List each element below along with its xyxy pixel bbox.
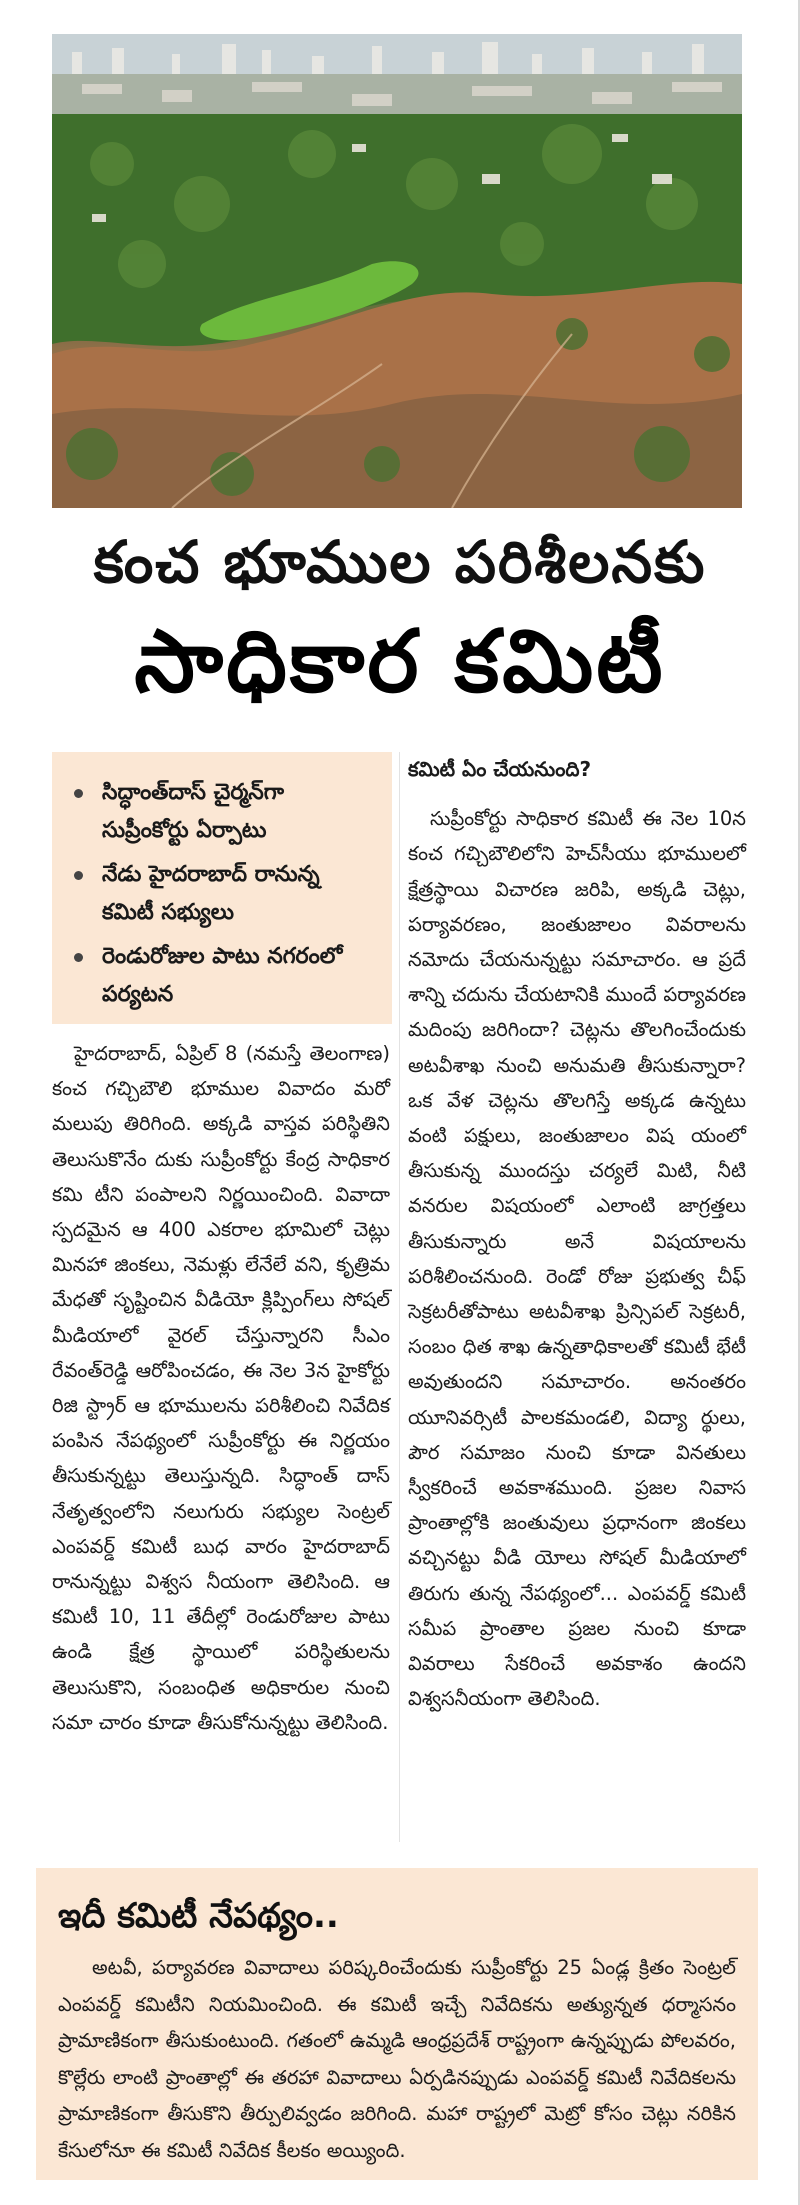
background-text: అటవీ, పర్యావరణ వివాదాలు పరిష్కరించేందుకు సుప్రీంకోర్టు 25 ఏండ్ల క్రితం సెంట్రల్ ఎంపవర్డ్ కమిటీని నియమించింది. ఈ కమిటీ ఇచ్చే నివేదికను అత్యున్నత ధర్మాసనం ప్రామాణికంగా తీసుకుంటుంది. గతంలో ఉమ్మడి ఆంధ్రప్రదేశ్ రాష్ట్రంగా ఉన్నప్పుడు పోలవరం, కొల్లేరు లాంటి ప్రాంతాల్లో ఈ తరహా వివాదాలు ఏర్పడినప్పుడు ఎంపవర్డ్ కమిటీ నివేదికలను ప్రామాణికంగా తీసుకొని తీర్పులివ్వడం జరిగింది. మహా రాష్ట్రలో మెట్రో కోసం చెట్లు నరికిన కేసులోనూ ఈ కమిటీ నివేదిక కీలకం అయ్యింది. bbox=[58, 1956, 736, 2162]
headline-line-2: సాధికార కమిటీ bbox=[134, 612, 666, 712]
highlight-text: రెండురోజుల పాటు నగరంలో పర్యటన bbox=[102, 944, 343, 1007]
article-subhead: కమిటీ ఏం చేయనుంది? bbox=[408, 757, 592, 781]
highlights-list bbox=[74, 774, 378, 1014]
highlight-item bbox=[74, 774, 378, 850]
bullet-icon bbox=[74, 953, 83, 962]
article-left-text: హైదరాబాద్, ఏప్రిల్ 8 (నమస్తే తెలంగాణ) కంచ గచ్చిబౌలి భూముల వివాదం మరో మలుపు తిరిగింది. అక్కడి వాస్తవ పరిస్థితిని తెలుసుకొనేం దుకు సుప్రీంకోర్టు కేంద్ర సాధికార కమి టీని పంపాలని నిర్ణయించింది. వివాదా స్పదమైన ఆ 400 ఎకరాల భూమిలో చెట్లు మినహా జింకలు, నెమళ్లు లేనేలే వని, కృత్రిమ మేధతో సృష్టించిన వీడియో క్లిప్పింగ్‌లు సోషల్ మీడియాలో వైరల్ చేస్తున్నారని సీఎం రేవంత్‌రెడ్డి ఆరోపించడం, ఈ నెల 3న హైకోర్టు రిజి స్ట్రార్ ఆ భూములను పరిశీలించి నివేదిక పంపిన నేపథ్యంలో సుప్రీంకోర్టు ఈ నిర్ణయం తీసుకున్నట్టు తెలుస్తున్నది. సిద్ధాంత్ దాస్ నేతృత్వంలోని నలుగురు సభ్యుల సెంట్రల్ ఎంపవర్డ్ కమిటీ బుధ వారం హైదరాబాద్ రానున్నట్టు విశ్వస నీయంగా తెలిసింది. ఆ కమిటీ 10, 11 తేదీల్లో రెండురోజుల పాటు ఉండి క్షేత్ర స్థాయిలో పరిస్థితులను తెలుసుకొని, సంబంధిత అధికారుల నుంచి సమా చారం కూడా తీసుకోనున్నట్టు తెలిసింది. bbox=[52, 1042, 390, 1734]
aerial-photo bbox=[52, 34, 742, 508]
highlight-text: నేడు హైదరాబాద్ రానున్న కమిటీ సభ్యులు bbox=[102, 862, 320, 925]
headline-line-1: కంచ భూముల పరిశీలనకు bbox=[93, 528, 707, 596]
highlight-item bbox=[74, 856, 378, 932]
highlight-text: సిద్ధాంత్‌దాస్ చైర్మన్‌గా సుప్రీంకోర్టు ఏర్పాటు bbox=[102, 780, 285, 843]
background-title: ఇదీ కమిటీ నేపథ్యం.. bbox=[58, 1896, 339, 1936]
background-box bbox=[36, 1868, 758, 2180]
bullet-icon bbox=[74, 871, 83, 880]
aerial-photo-illustration bbox=[52, 34, 742, 508]
highlight-item bbox=[74, 938, 378, 1014]
highlights-box bbox=[52, 752, 392, 1024]
article-right-column bbox=[408, 752, 746, 1716]
column-divider bbox=[399, 752, 400, 1842]
bullet-icon bbox=[74, 789, 83, 798]
article-left-column bbox=[52, 1036, 390, 1740]
article-right-text: సుప్రీంకోర్టు సాధికార కమిటీ ఈ నెల 10న కంచ గచ్చిబౌలిలోని హెచ్‌సీయు భూములలో క్షేత్రస్థాయి విచారణ జరిపి, అక్కడి చెట్లు, పర్యావరణం, జంతుజాలం వివరాలను నమోదు చేయనున్నట్టు సమాచారం. ఆ ప్రదే శాన్ని చదును చేయటానికి ముందే పర్యావరణ మదింపు జరిగిందా? చెట్లను తొలగించేందుకు అటవీశాఖ నుంచి అనుమతి తీసుకున్నారా? ఒక వేళ చెట్లను తొలగిస్తే అక్కడ ఉన్నటు వంటి పక్షులు, జంతుజాలం విష యంలో తీసుకున్న ముందస్తు చర్యలే మిటి, నీటి వనరుల విషయంలో ఎలాంటి జాగ్రత్తలు తీసుకున్నారు అనే విషయాలను పరిశీలించనుంది. రెండో రోజు ప్రభుత్వ చీఫ్ సెక్రటరీతోపాటు అటవీశాఖ ప్రిన్సిపల్ సెక్రటరీ, సంబం ధిత శాఖ ఉన్నతాధికాలతో కమిటీ భేటీ అవుతుందని సమాచారం. అనంతరం యూనివర్సిటీ పాలకమండలి, విద్యా ర్థులు, పౌర సమాజం నుంచి కూడా వినతులు స్వీకరించే అవకాశముంది. ప్రజల నివాస ప్రాంతాల్లోకి జంతువులు ప్రధానంగా జింకలు వచ్చినట్టు వీడి యోలు సోషల్ మీడియాలో తిరుగు తున్న నేపథ్యంలో... ఎంపవర్డ్ కమిటీ సమీప ప్రాంతాల ప్రజల నుంచి కూడా వివరాలు సేకరించే అవకాశం ఉందని విశ్వసనీయంగా తెలిసింది. bbox=[408, 807, 746, 1711]
